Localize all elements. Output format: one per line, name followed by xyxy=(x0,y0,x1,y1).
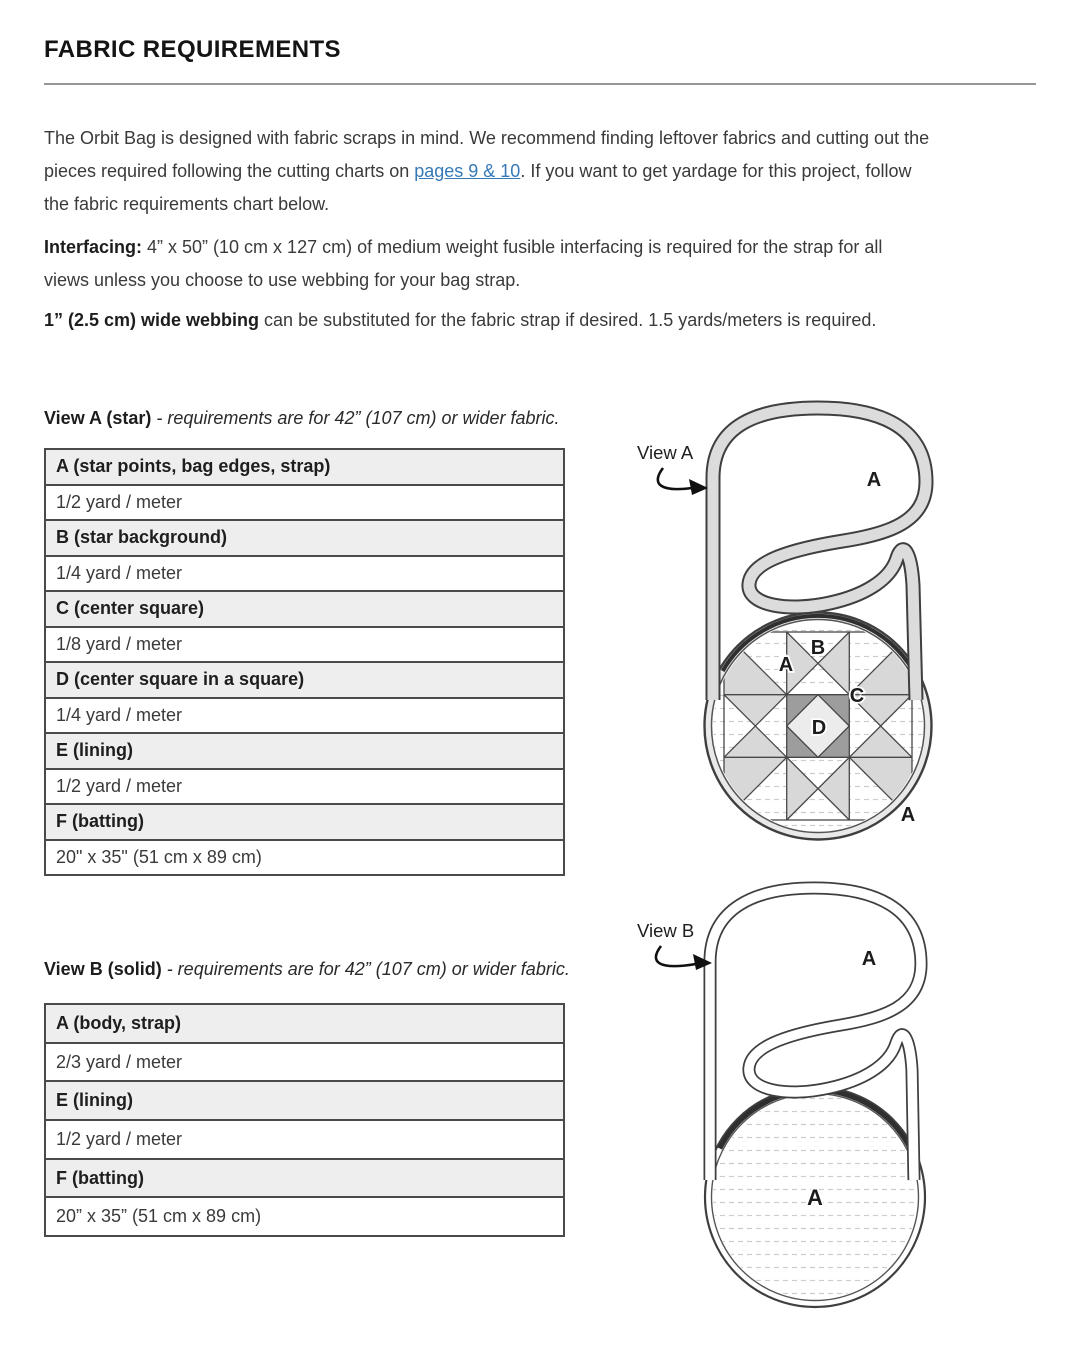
view-b-heading xyxy=(44,957,570,981)
fabric-value-cell: 1/2 yard / meter xyxy=(45,1120,564,1159)
interfacing-line-1 xyxy=(44,231,882,264)
fabric-label-cell: D (center square in a square) xyxy=(45,662,564,698)
square-in-square-d-label: D xyxy=(811,717,827,739)
fabric-label-cell: E (lining) xyxy=(45,1081,564,1120)
view-a-arrow xyxy=(658,468,708,495)
view-a-caption: View A xyxy=(637,442,694,463)
fabric-label-cell: A (body, strap) xyxy=(45,1004,564,1043)
fabric-value-cell: 20” x 35” (51 cm x 89 cm) xyxy=(45,1197,564,1236)
fabric-value-cell: 20" x 35" (51 cm x 89 cm) xyxy=(45,840,564,876)
page-title: FABRIC REQUIREMENTS xyxy=(44,36,341,63)
body-a-label: A xyxy=(807,1185,823,1210)
table-row xyxy=(45,520,564,556)
table-row xyxy=(45,1159,564,1198)
fabric-label-cell: E (lining) xyxy=(45,733,564,769)
strap-a-label: A xyxy=(866,469,882,491)
fabric-value-cell: 2/3 yard / meter xyxy=(45,1043,564,1082)
table-row xyxy=(45,485,564,521)
table-row xyxy=(45,769,564,805)
interfacing-paragraph xyxy=(44,231,882,297)
fabric-label-cell: F (batting) xyxy=(45,804,564,840)
table-row xyxy=(45,449,564,485)
fabric-value-cell: 1/8 yard / meter xyxy=(45,627,564,663)
table-row xyxy=(45,733,564,769)
table-row xyxy=(45,1043,564,1082)
view-b-requirements-table xyxy=(44,1003,565,1237)
fabric-value-cell: 1/4 yard / meter xyxy=(45,556,564,592)
view-a-bag-illustration xyxy=(612,392,1068,872)
table-row xyxy=(45,1081,564,1120)
intro-line-2-pre: pieces required following the cutting charts on xyxy=(44,161,415,181)
view-a-heading xyxy=(44,406,560,430)
view-b-heading-bold: View B (solid) xyxy=(44,959,162,979)
table-row xyxy=(45,698,564,734)
title-divider xyxy=(44,83,1036,85)
table-row xyxy=(45,1197,564,1236)
fabric-label-cell: C (center square) xyxy=(45,591,564,627)
fabric-value-cell: 1/2 yard / meter xyxy=(45,485,564,521)
fabric-label-cell: F (batting) xyxy=(45,1159,564,1198)
webbing-text: can be substituted for the fabric strap if desired. 1.5 yards/meters is required. xyxy=(259,310,877,330)
table-row xyxy=(45,840,564,876)
table-row xyxy=(45,1004,564,1043)
strap-a-label: A xyxy=(861,948,877,970)
star-background-b-label: B xyxy=(810,637,826,659)
intro-line-2 xyxy=(44,155,929,188)
intro-line-2-post: . If you want to get yardage for this project, follow xyxy=(520,161,912,181)
table-row xyxy=(45,627,564,663)
table-row xyxy=(45,556,564,592)
fabric-label-cell: A (star points, bag edges, strap) xyxy=(45,449,564,485)
star-point-a-label: A xyxy=(778,654,794,676)
bag-edge-a-label: A xyxy=(900,804,916,826)
view-a-requirements-table xyxy=(44,448,565,876)
table-row xyxy=(45,591,564,627)
webbing-label: 1” (2.5 cm) wide webbing xyxy=(44,310,260,330)
view-b-caption: View B xyxy=(637,920,695,941)
table-row xyxy=(45,804,564,840)
view-a-heading-bold: View A (star) xyxy=(44,408,152,428)
center-square-c-label: C xyxy=(849,685,865,707)
view-a-heading-note: - requirements are for 42” (107 cm) or wider fabric. xyxy=(151,408,560,428)
fabric-value-cell: 1/4 yard / meter xyxy=(45,698,564,734)
view-b-bag-illustration xyxy=(608,872,1070,1342)
fabric-value-cell: 1/2 yard / meter xyxy=(45,769,564,805)
intro-paragraph xyxy=(44,122,929,221)
pages-9-10-link[interactable]: pages 9 & 10 xyxy=(414,161,521,181)
interfacing-label: Interfacing: xyxy=(44,237,143,257)
webbing-line xyxy=(44,304,876,337)
view-b-heading-note: - requirements are for 42” (107 cm) or wider fabric. xyxy=(161,959,570,979)
intro-line-3: the fabric requirements chart below. xyxy=(44,194,330,214)
table-row xyxy=(45,1120,564,1159)
fabric-label-cell: B (star background) xyxy=(45,520,564,556)
interfacing-text: 4” x 50” (10 cm x 127 cm) of medium weight fusible interfacing is required for the strap for all xyxy=(142,237,883,257)
intro-line-1: The Orbit Bag is designed with fabric scraps in mind. We recommend finding leftover fabrics and cutting out the xyxy=(44,128,930,148)
webbing-paragraph xyxy=(44,304,876,337)
table-row xyxy=(45,662,564,698)
interfacing-line-2: views unless you choose to use webbing for your bag strap. xyxy=(44,270,521,290)
